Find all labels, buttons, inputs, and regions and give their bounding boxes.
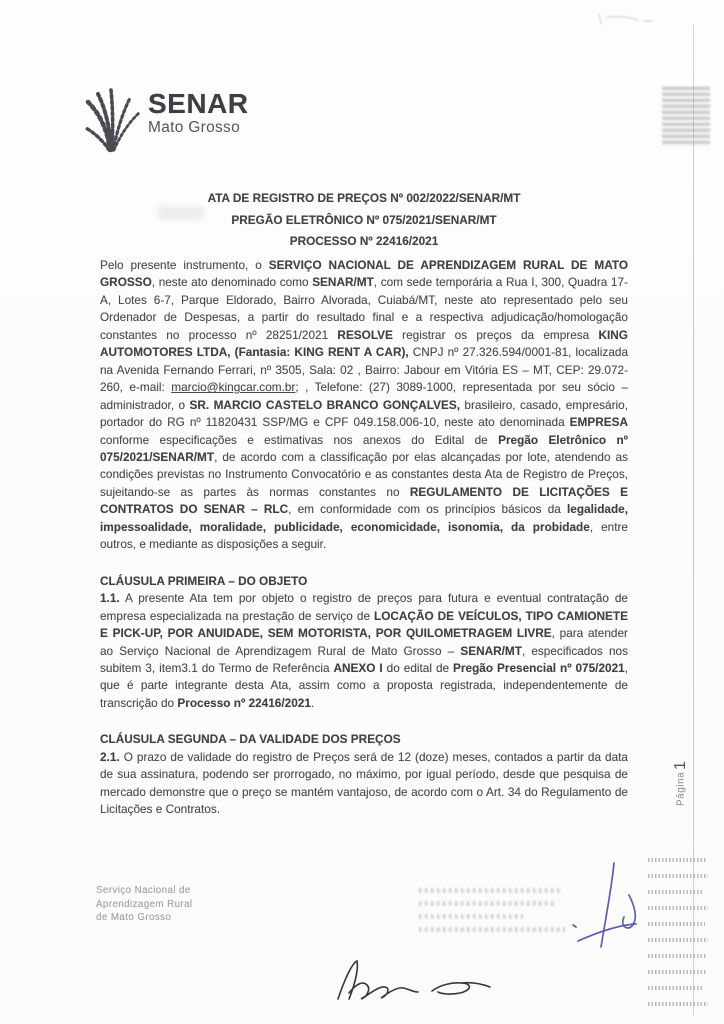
- title-line-1: ATA DE REGISTRO DE PREÇOS Nº 002/2022/SENAR/MT: [207, 191, 521, 205]
- footer-address-illegible: [419, 888, 565, 940]
- scan-code-rows: [648, 858, 710, 1018]
- blue-pen-initial-signature: [572, 855, 652, 965]
- page-number-label: Página: [675, 771, 687, 806]
- logo-brand: SENAR: [148, 88, 249, 119]
- faint-code-row: [648, 954, 706, 958]
- faint-code-row: [648, 938, 708, 942]
- footer-org-line-1: Serviço Nacional de: [96, 885, 191, 896]
- title-line-2: PREGÃO ELETRÔNICO Nº 075/2021/SENAR/MT: [231, 212, 497, 227]
- faint-code-row: [648, 874, 708, 878]
- clause-1-heading: CLÁUSULA PRIMEIRA – DO OBJETO: [100, 573, 308, 588]
- faint-text-line: [419, 901, 557, 906]
- faint-text-line: [419, 927, 565, 932]
- footer-organization: [96, 884, 193, 925]
- clause-2-heading: CLÁUSULA SEGUNDA – DA VALIDADE DOS PREÇOS: [100, 732, 401, 747]
- clause-2-paragraph: 2.1. O prazo de validade do registro de Preços será de 12 (doze) meses, contados a partir da data de sua assinatura, podendo ser prorrogado, no máximo, por igual período, desde que pesquisa de mercado demonstre que o preço se mantém vantajoso, de acordo com o Art. 34 do Regulamento de Licitações e Contratos.: [100, 749, 628, 817]
- faint-code-row: [648, 970, 707, 974]
- faint-code-row: [648, 906, 708, 910]
- page-number-value: 1: [672, 760, 689, 770]
- title-line-3: PROCESSO Nº 22416/2021: [289, 234, 439, 248]
- footer-org-line-3: de Mato Grosso: [96, 912, 172, 923]
- faint-code-row: [648, 922, 705, 926]
- page-number-vertical: [672, 740, 690, 806]
- scan-smudge-block: [662, 87, 710, 147]
- faint-text-line: [419, 914, 523, 919]
- logo-region: Mato Grosso: [148, 119, 241, 136]
- senar-wheat-burst-icon: [80, 86, 144, 158]
- footer-org-line-2: Aprendizagem Rural: [96, 898, 193, 910]
- faint-code-row: [648, 890, 704, 894]
- senar-logo: [80, 86, 249, 158]
- handwritten-signature: [330, 955, 505, 1015]
- paragraph-intro: Pelo presente instrumento, o SERVIÇO NACIONAL DE APRENDIZAGEM RURAL DE MATO GROSSO, neste ato denominado como SENAR/MT, com sede temporária a Rua I, 300, Quadra 17-A, Lotes 6-7, Parque Eldorado, Bairro Alvorada, Cuiabá/MT, neste ato representado pelo seu Ordenador de Despesas, a partir do resultado final e a respectiva adjudicação/homologação constantes no processo nº 28251/2021 RESOLVE registrar os preços da empresa KING AUTOMOTORES LTDA, (Fantasia: KING RENT A CAR), CNPJ nº 27.326.594/0001-81, localizada na Avenida Fernando Ferrari, nº 3505, Sala: 02 , Bairro: Jabour em Vitória ES – MT, CEP: 29.072-260, e-mail: marcio@kingcar.com.br; , Telefone: (27) 3089-1000, representada por seu sócio –administrador, o SR. MARCIO CASTELO BRANCO GONÇALVES, brasileiro, casado, empresário, portador do RG nº 11820431 SSP/MG e CPF 049.158.006-10, neste ato denominada EMPRESA conforme especificações e estimativas nos anexos do Edital de Pregão Eletrônico nº 075/2021/SENAR/MT, de acordo com a classificação por elas alcançadas por lote, atendendo as condições previstas no Instrumento Convocatório e as constantes desta Ata de Registro de Preços, sujeitando-se as partes às normas constantes no REGULAMENTO DE LICITAÇÕES E CONTRATOS DO SENAR – RLC, em conformidade com os princípios básicos da legalidade, impessoalidade, moralidade, publicidade, economicidade, isonomia, da probidade, entre outros, e mediante as disposições a seguir.: [100, 258, 629, 552]
- faint-text-line: [419, 888, 561, 893]
- faint-code-row: [648, 1002, 708, 1006]
- clause-1-paragraph: 1.1. A presente Ata tem por objeto o registro de preços para futura e eventual contratação de empresa especializada na prestação de serviço de LOCAÇÃO DE VEÍCULOS, TIPO CAMIONETE E PICK-UP, POR ANUIDADE, SEM MOTORISTA, POR QUILOMETRAGEM LIVRE, para atender ao Serviço Nacional de Aprendizagem Rural de Mato Grosso – SENAR/MT, especificados nos subitem 3, item3.1 do Termo de Referência ANEXO I do edital de Pregão Presencial nº 075/2021, que é parte integrante desta Ata, assim como a proposta registrada, independentemente de transcrição do Processo nº 22416/2021.: [100, 591, 628, 710]
- faint-code-row: [648, 986, 704, 990]
- document-title: [100, 188, 628, 253]
- faint-code-row: [648, 858, 706, 862]
- senar-logo-text: [148, 90, 249, 136]
- faint-pencil-mark: [596, 8, 658, 30]
- document-body: [100, 257, 628, 819]
